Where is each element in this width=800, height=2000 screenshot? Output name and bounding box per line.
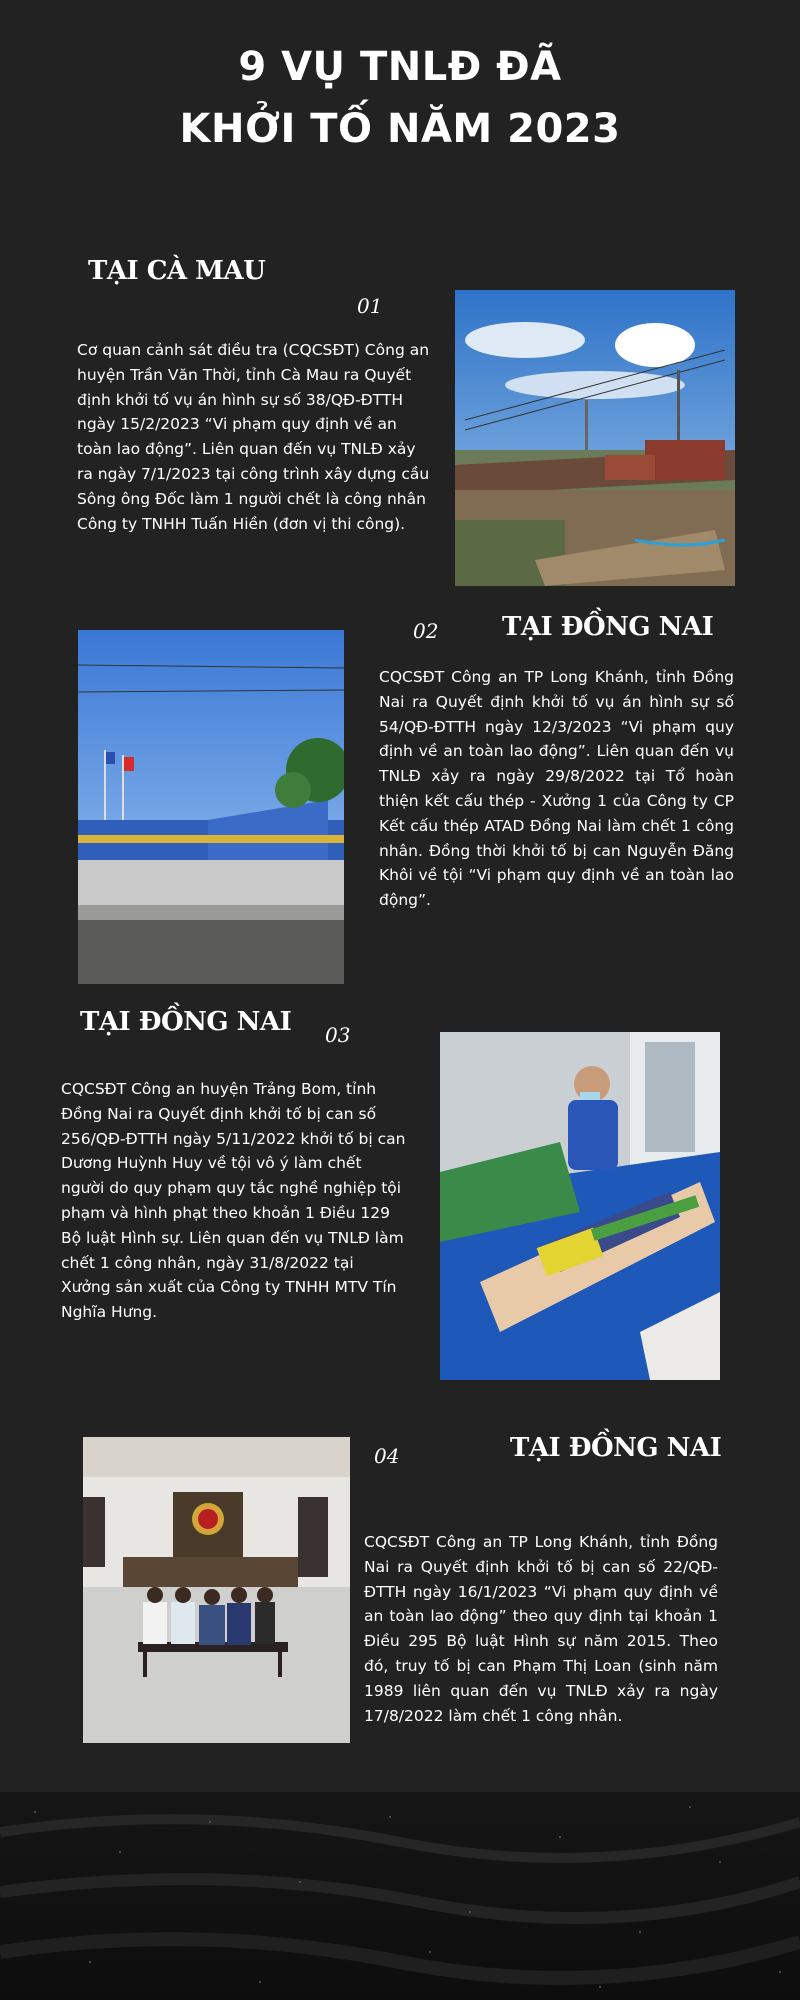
case-3-number: 03 [325, 1023, 351, 1047]
case-1-text: Cơ quan cảnh sát điều tra (CQCSĐT) Công an huyện Trần Văn Thời, tỉnh Cà Mau ra Quyết định khởi tố vụ án hình sự số 38/QĐ-ĐTTH ngày 15/2/2023 “Vi phạm quy định về an toàn lao động”. Liên quan đến vụ TNLĐ xảy ra ngày 7/1/2023 tại công trình xây dựng cầu Sông ông Đốc làm 1 người chết là công nhân Công ty TNHH Tuấn Hiền (đơn vị thi công). [77, 341, 430, 533]
case-2-heading: TẠI ĐỒNG NAI [502, 612, 714, 642]
case-1-photo-bridge-site [455, 290, 735, 586]
case-4-number: 04 [374, 1444, 400, 1468]
case-1-number: 01 [357, 294, 383, 318]
case-3-heading: TẠI ĐỒNG NAI [80, 1007, 292, 1037]
case-4-photo-courtroom [83, 1437, 350, 1743]
title-line-1: 9 VỤ TNLĐ ĐÃ [238, 44, 562, 90]
case-3-photo-rescue [440, 1032, 720, 1380]
bottom-texture-background [0, 1792, 800, 2000]
case-3-text: CQCSĐT Công an huyện Trảng Bom, tỉnh Đồng Nai ra Quyết định khởi tố bị can số 256/QĐ-ĐTTH ngày 5/11/2022 khởi tố bị can Dương Huỳnh Huy về tội vô ý làm chết người do quy phạm quy tắc nghề nghiệp tội phạm và hình phạt theo khoản 1 Điều 129 Bộ luật Hình sự. Liên quan đến vụ TNLĐ làm chết 1 công nhân, ngày 31/8/2022 tại Xưởng sản xuất của Công ty TNHH MTV Tín Nghĩa Hưng. [61, 1080, 406, 1322]
title-line-2: KHỞI TỐ NĂM 2023 [179, 106, 621, 152]
case-1-heading: TẠI CÀ MAU [88, 256, 266, 286]
case-2-photo-factory [78, 630, 344, 984]
case-2-text: CQCSĐT Công an TP Long Khánh, tỉnh Đồng Nai ra Quyết định khởi tố vụ án hình sự số 54/QĐ-ĐTTH ngày 12/3/2023 “Vi phạm quy định về an toàn lao động”. Liên quan đến vụ TNLĐ xảy ra ngày 29/8/2022 tại Tổ hoàn thiện kết cấu thép - Xưởng 1 của Công ty CP Kết cấu thép ATAD Đồng Nai làm chết 1 công nhân. Đồng thời khởi tố bị can Nguyễn Đăng Khôi về tội “Vi phạm quy định về an toàn lao động”. [379, 668, 734, 910]
case-2-number: 02 [413, 619, 439, 643]
page-title [0, 36, 800, 160]
case-4-text: CQCSĐT Công an TP Long Khánh, tỉnh Đồng Nai ra Quyết định khởi tố bị can số 22/QĐ-ĐTTH ngày 16/1/2023 “Vi phạm quy định về an toàn lao động” theo quy định tại khoản 1 Điều 295 Bộ luật Hình sự năm 2015. Theo đó, truy tố bị can Phạm Thị Loan (sinh năm 1989 liên quan đến vụ TNLĐ xảy ra ngày 17/8/2022 làm chết 1 công nhân. [364, 1533, 718, 1725]
case-4-heading: TẠI ĐỒNG NAI [510, 1433, 722, 1463]
